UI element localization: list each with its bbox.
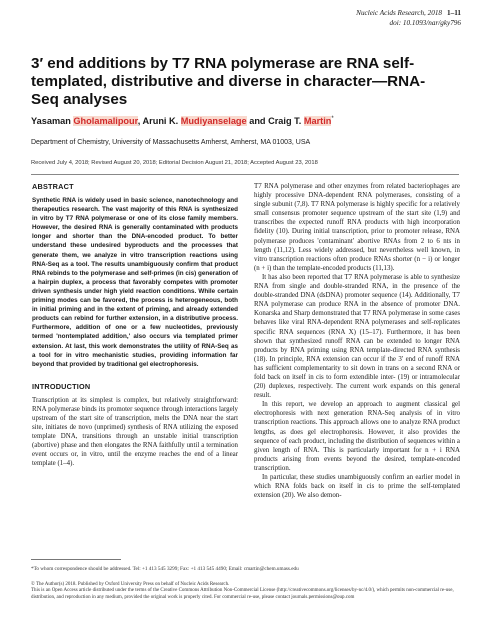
introduction-heading: INTRODUCTION [32, 381, 91, 391]
author-separator: , Aruni K. [137, 116, 181, 127]
introduction-paragraph: Transcription at its simplest is complex, but relatively straightforward: RNA polymerase binds its promoter sequence through interactions largely upstream of the start site of transcription, melts the DNA near the start site, initiates de novo (unprimed) synthesis of RNA utilizing the exposed template DNA, transitions through an unstable initial transcription (abortive) phase and then elongates the RNA faithfully until a termination event occurs or, in vitro, until the enzyme reaches the end of a linear template (1–4). [32, 396, 238, 468]
copyright-line: © The Author(s) 2018. Published by Oxford University Press on behalf of Nucleic Acids Research. [31, 582, 230, 587]
left-column [32, 182, 238, 469]
correspondence-footnote [31, 566, 461, 573]
author-list [31, 116, 334, 126]
author-link-martin[interactable]: Martin [303, 116, 332, 127]
abstract-text: Synthetic RNA is widely used in basic science, nanotechnology and therapeutics research. The vast majority of this RNA is synthesized in vitro by T7 RNA polymerase or one of its close family members. However, the desired RNA is generally contaminated with products longer and shorter than the DNA-encoded product. To better understand these undesired byproducts and the processes that generate them, we analyze in vitro transcription reactions using RNA-Seq as a tool. The results unambiguously confirm that product RNA rebinds to the polymerase and self-primes (in cis) generation of a hairpin duplex, a process that favorably competes with promoter driven synthesis under high yield reaction conditions. While certain priming modes can be favored, the process is heterogeneous, both in initial priming and in the extent of priming, and already extended products can rebind for further extension, in a distributive process. Furthermore, addition of one or a few nucleotides, previously termed 'nontemplated addition,' also occurs via templated primer extension. At last, this work demonstrates the utility of RNA-Seq as a tool for in vitro mechanistic studies, providing information far beyond that provided by traditional gel electrophoresis. [32, 197, 238, 368]
abstract-heading: ABSTRACT [32, 182, 74, 191]
article-title: 3′ end additions by T7 RNA polymerase are RNA self-templated, distributive and diverse in character—RNA-Seq analyses [31, 55, 426, 108]
copyright-notice [31, 582, 463, 601]
journal-header [356, 9, 461, 28]
author-separator: and Craig T. [246, 116, 304, 127]
body-paragraph: In particular, these studies unambiguously confirm an earlier model in which RNA folds back on itself in cis to prime the self-templated extension (20). We also demon- [254, 474, 460, 500]
page-range: 1–11 [447, 9, 461, 17]
body-paragraph: It has also been reported that T7 RNA polymerase is able to synthesize RNA from single and double-stranded RNA, in the presence of the double-stranded DNA (dsDNA) promoter sequence (14). Additionally, T7 RNA polymerase can produce RNA in the absence of promoter DNA. Konarska and Sharp demonstrated that T7 RNA polymerase in some cases behaves like viral RNA-dependent RNA polymerases and self-replicates specific RNA sequences (RNA X) (15–17). Furthermore, it has been shown that synthesized runoff RNA can be extended to longer RNA products by RNA priming using RNA template-directed RNA synthesis (18). In principle, RNA extension can occur if the 3′ end of runoff RNA has sufficient complementarity to sit down in trans on a second RNA or fold back on itself in cis to form extendible inter- (19) or intramolecular (20) duplexes, respectively. The current work expands on this general result. [254, 273, 460, 400]
journal-name: Nucleic Acids Research, 2018 [356, 9, 443, 17]
footnote-text: *To whom correspondence should be addressed. Tel: +1 413 545 3299; Fax: +1 413 545 4490; Email: cmartin@chem.umass.edu [31, 566, 299, 572]
footnote-divider [31, 559, 121, 560]
author-first-name: Yasaman [31, 116, 74, 127]
body-paragraph: T7 RNA polymerase and other enzymes from related bacteriophages are highly processive DNA-dependent RNA polymerases, consisting of a single subunit (7,8). T7 RNA polymerase is highly specific for a relatively small consensus promoter sequence upstream of the start site (1,9) and transcribes the expected runoff RNA products with high incorporation fidelity (10). During initial transcription, prior to promoter release, RNA polymerase produces 'contaminant' abortive RNAs from 2 to 6 nts in length (11,12). Less widely addressed, but nevertheless well known, in vitro transcription reactions often produce RNAs shorter (n − i) or longer (n + i) than the template-encoded products (11,13). [254, 183, 460, 272]
body-paragraph: In this report, we develop an approach to augment classical gel electrophoresis with next generation RNA-Seq analysis of in vitro transcription reactions. This approach allows one to analyze RNA product lengths, as does gel electrophoresis. However, it also provides the sequence of each product, including the distribution of sequences within a given length of RNA. This is particularly important for n + i RNA products arising from events beyond the desired, template-encoded transcription. [254, 401, 460, 472]
author-link-gholamalipour[interactable]: Gholamalipour [73, 116, 138, 127]
publication-dates: Received July 4, 2018; Revised August 20, 2018; Editorial Decision August 21, 2018; Accepted August 23, 2018 [31, 160, 318, 166]
corresponding-marker: * [331, 116, 334, 122]
author-link-mudiyanselage[interactable]: Mudiyanselage [180, 116, 247, 127]
header-divider [31, 174, 459, 175]
license-text: This is an Open Access article distributed under the terms of the Creative Commons Attribution Non-Commercial License (http://creativecommons.org/licenses/by-nc/4.0/), which permits non-commercial re-use, distribution, and reproduction in any medium, provided the original work is properly cited. For commercial re-use, please contact journals.permissions@oup.com [31, 588, 454, 600]
doi[interactable]: doi: 10.1093/nar/gky796 [389, 18, 461, 27]
right-column [254, 182, 460, 500]
affiliation: Department of Chemistry, University of Massachusetts Amherst, Amherst, MA 01003, USA [31, 139, 311, 146]
